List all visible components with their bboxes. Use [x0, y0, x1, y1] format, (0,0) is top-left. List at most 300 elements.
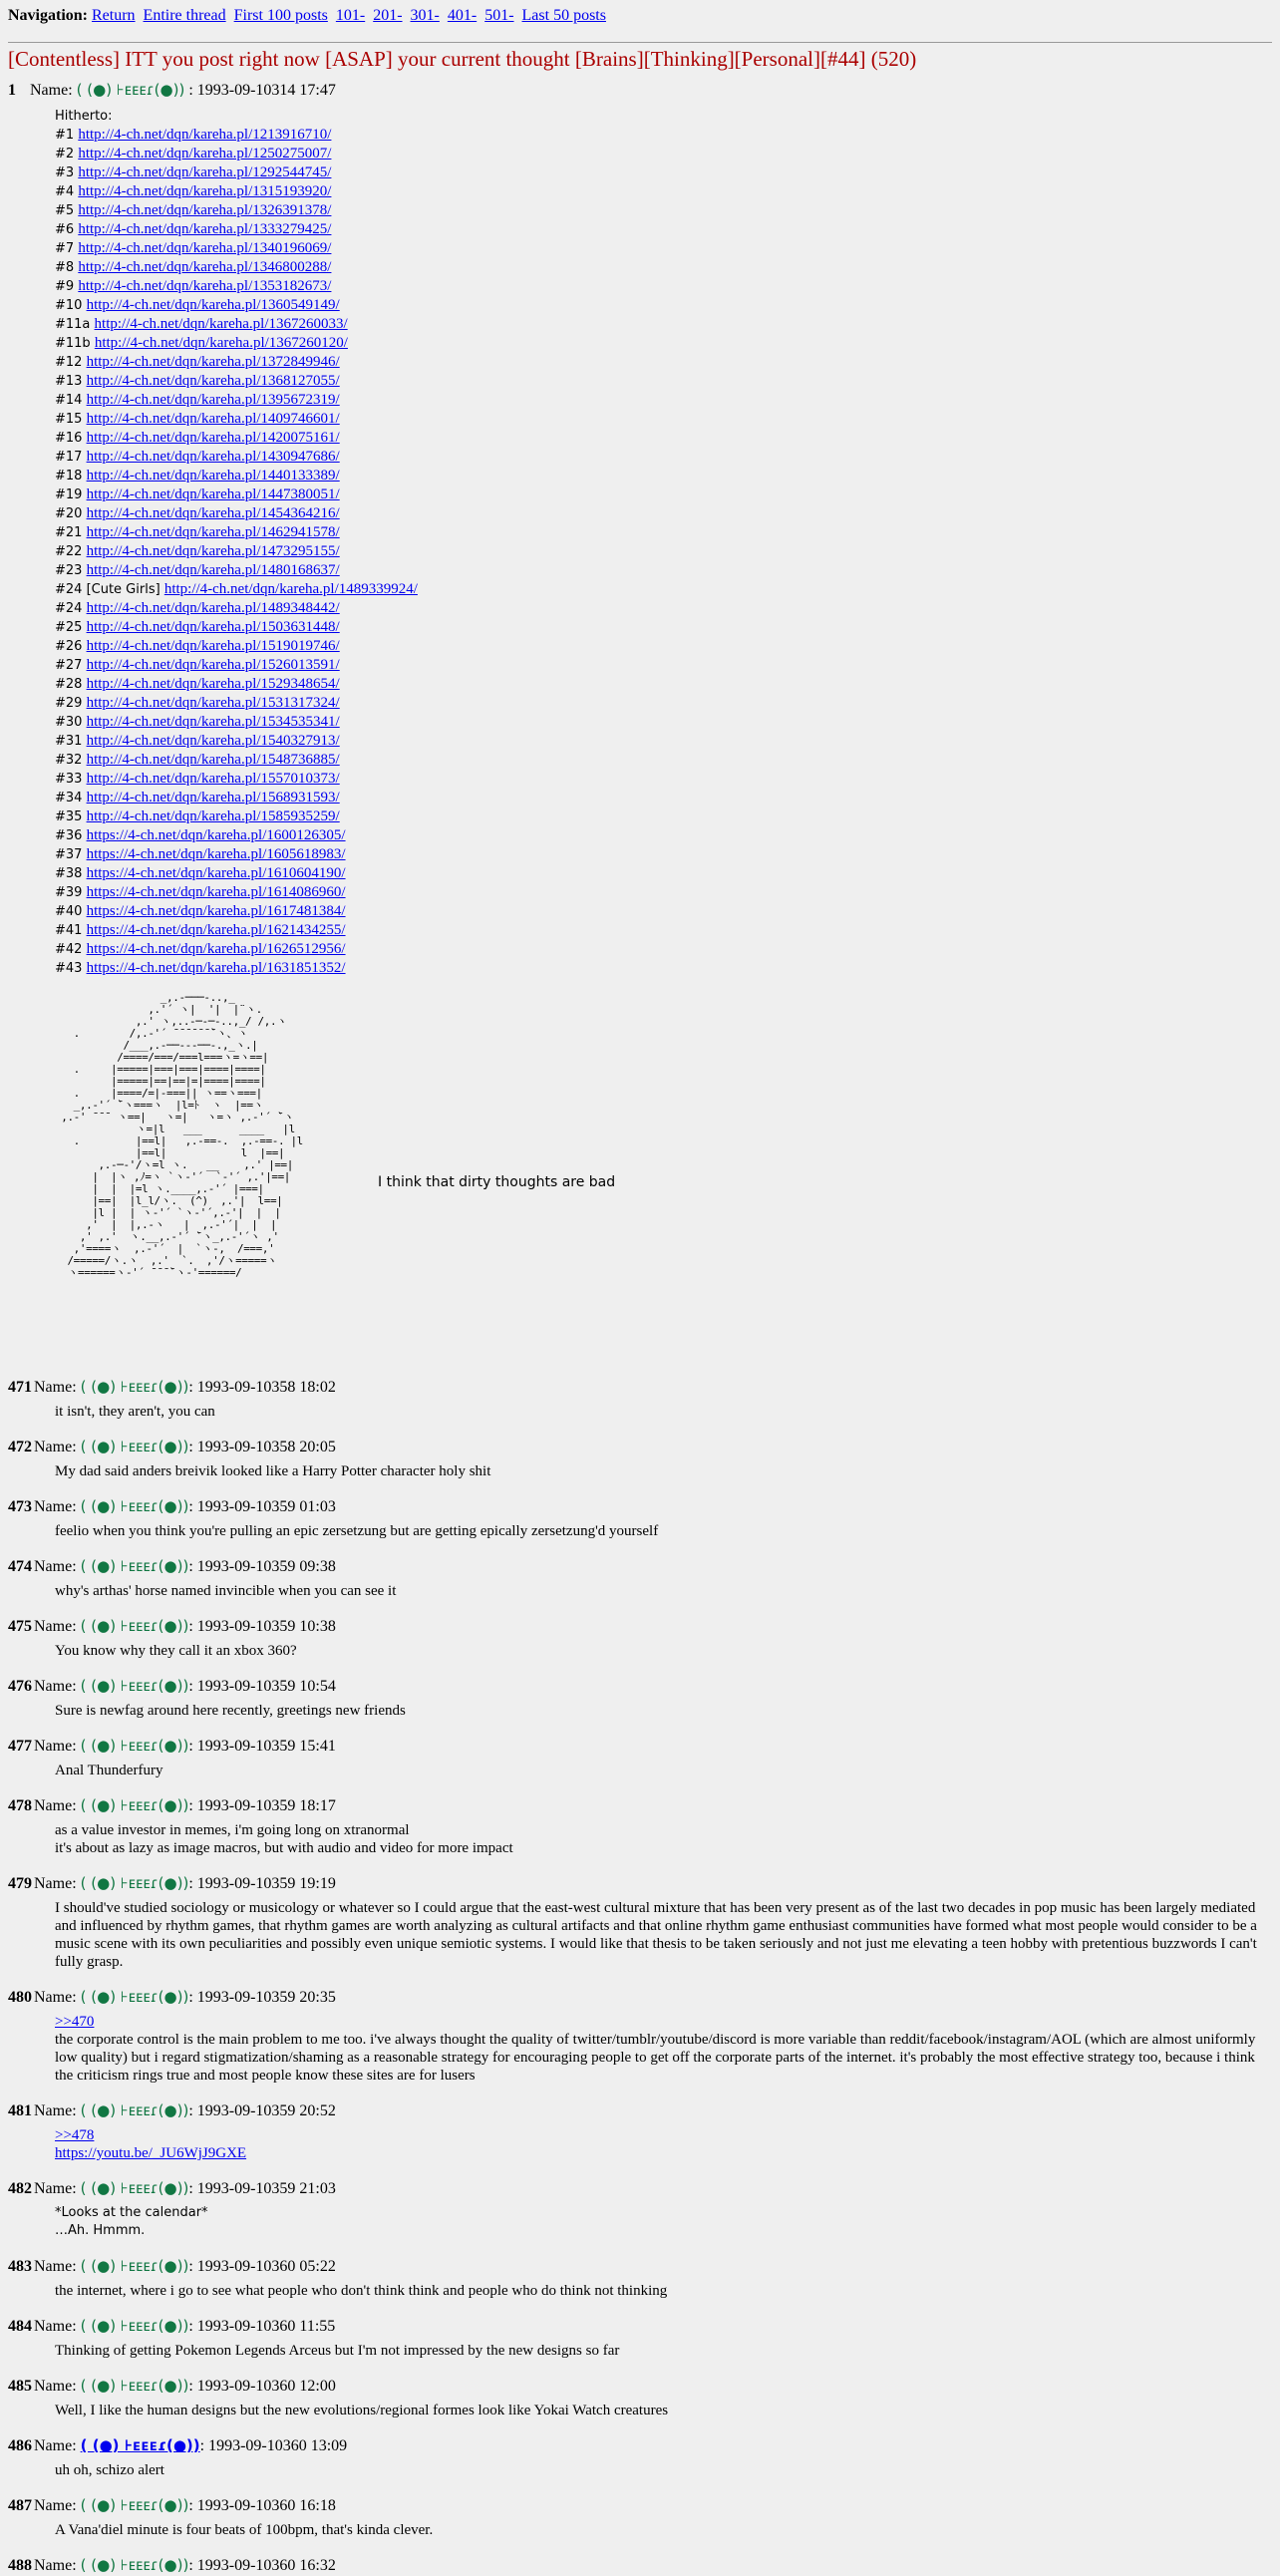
post-date: : 1993-09-10358 18:02 [188, 1379, 336, 1396]
post-header [8, 1556, 1272, 1576]
post-number[interactable]: 476 [8, 1678, 32, 1695]
post-date: : 1993-09-10359 10:38 [188, 1618, 336, 1635]
reply-quote-link[interactable]: >>470 [55, 2014, 95, 2030]
post-header [8, 2435, 1272, 2455]
external-link[interactable]: https://youtu.be/_JU6WjJ9GXE [55, 2145, 247, 2161]
previous-thread-link[interactable]: http://4-ch.net/dqn/kareha.pl/1440133389/ [86, 468, 340, 483]
previous-thread-link[interactable]: http://4-ch.net/dqn/kareha.pl/1420075161/ [86, 430, 340, 446]
hitherto-number: #10 [55, 298, 83, 313]
hitherto-item [55, 618, 1272, 637]
name-label: Name: [34, 1738, 77, 1755]
post-text: it isn't, they aren't, you can [55, 1404, 215, 1420]
hitherto-item [55, 656, 1272, 675]
hitherto-number: #8 [55, 260, 75, 275]
hitherto-item [55, 675, 1272, 694]
previous-thread-link[interactable]: http://4-ch.net/dqn/kareha.pl/1367260033/ [94, 316, 348, 332]
post-header [8, 1987, 1272, 2007]
post-number[interactable]: 478 [8, 1797, 32, 1814]
poster-name: ( (●) ⊦ᴇᴇᴇɾ(●)) [80, 1497, 189, 1515]
hitherto-number: #22 [55, 544, 83, 559]
name-label: Name: [30, 82, 73, 99]
hitherto-item [55, 864, 1272, 883]
hitherto-number: #37 [55, 847, 83, 862]
hitherto-number: #16 [55, 431, 83, 446]
navigation-label: Navigation: [8, 7, 88, 24]
post-number[interactable]: 475 [8, 1618, 32, 1635]
hitherto-number: #24 [55, 601, 83, 616]
previous-thread-link[interactable]: http://4-ch.net/dqn/kareha.pl/1409746601/ [86, 411, 340, 427]
previous-thread-link[interactable]: http://4-ch.net/dqn/kareha.pl/1480168637/ [86, 562, 340, 578]
post-body [55, 2521, 1272, 2539]
post-body [55, 1821, 1272, 1857]
post-number[interactable]: 479 [8, 1875, 32, 1892]
post-body [55, 2282, 1272, 2300]
nav-401-link[interactable]: 401- [447, 7, 478, 24]
post-date: : 1993-09-10359 15:41 [188, 1738, 336, 1755]
hitherto-item [55, 902, 1272, 921]
post-header [8, 80, 1272, 100]
hitherto-number: #30 [55, 715, 83, 730]
hitherto-number: #27 [55, 658, 83, 673]
poster-name: ( (●) ⊦ᴇᴇᴇɾ(●)) [80, 1617, 189, 1635]
nav-501-link[interactable]: 501- [484, 7, 514, 24]
post-number[interactable]: 485 [8, 2378, 32, 2395]
hitherto-item [55, 145, 1272, 163]
hitherto-item [55, 372, 1272, 391]
previous-thread-link[interactable]: http://4-ch.net/dqn/kareha.pl/1454364216/ [86, 505, 340, 521]
previous-thread-link[interactable]: http://4-ch.net/dqn/kareha.pl/1340196069/ [78, 240, 332, 256]
post-header [8, 2316, 1272, 2336]
nav-last-50-link[interactable]: Last 50 posts [521, 7, 606, 24]
previous-thread-link[interactable]: http://4-ch.net/dqn/kareha.pl/1315193920/ [78, 183, 332, 199]
previous-thread-link[interactable]: https://4-ch.net/dqn/kareha.pl/1610604190/ [86, 865, 346, 881]
poster-name: ( (●) ⊦ᴇᴇᴇɾ(●)) [80, 1988, 189, 2006]
post-number[interactable]: 480 [8, 1989, 32, 2006]
post-body [55, 108, 1272, 1361]
previous-thread-link[interactable]: http://4-ch.net/dqn/kareha.pl/1519019746/ [86, 638, 340, 654]
previous-thread-link[interactable]: http://4-ch.net/dqn/kareha.pl/1372849946/ [86, 354, 340, 370]
hitherto-item [55, 258, 1272, 277]
post-number[interactable]: 486 [8, 2437, 32, 2454]
post-date: : 1993-09-10360 16:32 [188, 2557, 336, 2574]
hitherto-number: #24 [Cute Girls] [55, 582, 160, 597]
reply-post [8, 1616, 1272, 1660]
post-header [8, 1873, 1272, 1893]
hitherto-item [55, 353, 1272, 372]
post-text: why's arthas' horse named invincible when you can see it [55, 1583, 397, 1599]
post-body [55, 2342, 1272, 2360]
hitherto-item [55, 770, 1272, 789]
post-text: You know why they call it an xbox 360? [55, 1643, 297, 1659]
post-text: Sure is newfag around here recently, greetings new friends [55, 1703, 406, 1719]
hitherto-number: #40 [55, 904, 83, 919]
name-label: Name: [34, 2497, 77, 2514]
post-body [55, 2204, 1272, 2240]
hitherto-item [55, 845, 1272, 864]
hitherto-item [55, 391, 1272, 410]
hitherto-number: #15 [55, 412, 83, 427]
hitherto-number: #29 [55, 696, 83, 711]
previous-thread-link[interactable]: https://4-ch.net/dqn/kareha.pl/1621434255/ [86, 922, 346, 938]
post-body [55, 1582, 1272, 1600]
name-label: Name: [34, 2180, 77, 2197]
thread-title: [Contentless] ITT you post right now [ASAP] your current thought [Brains][Thinking][Personal][#44] (520) [8, 47, 917, 71]
post-header [8, 1676, 1272, 1696]
hitherto-item [55, 789, 1272, 807]
hitherto-number: #12 [55, 355, 83, 370]
hitherto-item [55, 429, 1272, 448]
previous-thread-link[interactable]: https://4-ch.net/dqn/kareha.pl/1600126305/ [86, 827, 346, 843]
previous-thread-link[interactable]: http://4-ch.net/dqn/kareha.pl/1353182673/ [78, 278, 332, 294]
post-header [8, 1616, 1272, 1636]
hitherto-item [55, 732, 1272, 751]
hitherto-number: #33 [55, 772, 83, 787]
reply-post [8, 1556, 1272, 1600]
name-label: Name: [34, 1498, 77, 1515]
nav-first-100-link[interactable]: First 100 posts [233, 7, 328, 24]
hitherto-item [55, 239, 1272, 258]
previous-thread-link[interactable]: http://4-ch.net/dqn/kareha.pl/1531317324/ [86, 695, 340, 711]
hitherto-number: #39 [55, 885, 83, 900]
post-header [8, 1736, 1272, 1756]
hitherto-number: #7 [55, 241, 75, 256]
hitherto-number: #32 [55, 753, 83, 768]
name-label: Name: [34, 1439, 77, 1455]
post-body [55, 1403, 1272, 1421]
post-number[interactable]: 1 [8, 82, 16, 99]
hitherto-item [55, 580, 1272, 599]
name-label: Name: [34, 1989, 77, 2006]
poster-name: ( (●) ⊦ᴇᴇᴇɾ(●)) [80, 1438, 189, 1455]
previous-thread-link[interactable]: https://4-ch.net/dqn/kareha.pl/1605618983/ [86, 846, 346, 862]
hitherto-number: #38 [55, 866, 83, 881]
post-date: : 1993-09-10359 10:54 [188, 1678, 336, 1695]
hitherto-item [55, 826, 1272, 845]
op-post [8, 80, 1272, 1361]
hitherto-item [55, 315, 1272, 334]
hitherto-item [55, 807, 1272, 826]
reply-post [8, 2555, 1272, 2575]
post-date: : 1993-09-10360 05:22 [188, 2258, 336, 2275]
hitherto-number: #19 [55, 487, 83, 502]
hitherto-number: #1 [55, 128, 75, 143]
post-number[interactable]: 474 [8, 1558, 32, 1575]
post-body [55, 1642, 1272, 1660]
hitherto-item [55, 277, 1272, 296]
poster-name: ( (●) ⊦ᴇᴇᴇɾ(●)) [76, 81, 185, 99]
nav-301-link[interactable]: 301- [410, 7, 440, 24]
reply-post [8, 2376, 1272, 2419]
previous-thread-link[interactable]: http://4-ch.net/dqn/kareha.pl/1568931593/ [86, 790, 340, 805]
ascii-art [55, 992, 1272, 1361]
name-label: Name: [34, 2318, 77, 2335]
hitherto-number: #20 [55, 506, 83, 521]
hitherto-item [55, 485, 1272, 504]
post-body [55, 2461, 1272, 2479]
hitherto-item [55, 959, 1272, 978]
hitherto-number: #11a [55, 317, 91, 332]
post-date: : 1993-09-10358 20:05 [188, 1439, 336, 1455]
previous-thread-link[interactable]: http://4-ch.net/dqn/kareha.pl/1548736885/ [86, 752, 340, 768]
hitherto-item [55, 201, 1272, 220]
hitherto-number: #21 [55, 525, 83, 540]
hitherto-item [55, 751, 1272, 770]
hitherto-number: #36 [55, 828, 83, 843]
reply-post [8, 1987, 1272, 2085]
poster-name: ( (●) ⊦ᴇᴇᴇɾ(●)) [80, 2179, 189, 2197]
post-number[interactable]: 483 [8, 2258, 32, 2275]
hitherto-item [55, 713, 1272, 732]
post-number[interactable]: 471 [8, 1379, 32, 1396]
reply-post [8, 1873, 1272, 1971]
poster-name: ( (●) ⊦ᴇᴇᴇɾ(●)) [80, 2556, 189, 2574]
reply-post [8, 2316, 1272, 2360]
post-header [8, 2178, 1272, 2198]
post-text: uh oh, schizo alert [55, 2462, 164, 2478]
nav-return-link[interactable]: Return [92, 7, 136, 24]
poster-name: ( (●) ⊦ᴇᴇᴇɾ(●)) [80, 2101, 189, 2119]
hitherto-item [55, 542, 1272, 561]
post-date: : 1993-09-10359 09:38 [188, 1558, 336, 1575]
hitherto-list [55, 108, 1272, 978]
previous-thread-link[interactable]: http://4-ch.net/dqn/kareha.pl/1250275007/ [78, 146, 332, 161]
hitherto-number: #34 [55, 791, 83, 805]
name-label: Name: [34, 1797, 77, 1814]
previous-thread-link[interactable]: http://4-ch.net/dqn/kareha.pl/1503631448/ [86, 619, 340, 635]
post-number[interactable]: 487 [8, 2497, 32, 2514]
reply-post [8, 2495, 1272, 2539]
name-label: Name: [34, 1678, 77, 1695]
previous-thread-link[interactable]: http://4-ch.net/dqn/kareha.pl/1333279425/ [78, 221, 332, 237]
hitherto-item [55, 126, 1272, 145]
post-text: My dad said anders breivik looked like a Harry Potter character holy shit [55, 1463, 491, 1479]
nav-101-link[interactable]: 101- [335, 7, 366, 24]
post-header [8, 1496, 1272, 1516]
previous-thread-link[interactable]: http://4-ch.net/dqn/kareha.pl/1213916710/ [78, 127, 332, 143]
previous-thread-link[interactable]: http://4-ch.net/dqn/kareha.pl/1367260120/ [94, 335, 348, 351]
hitherto-item [55, 182, 1272, 201]
reply-post [8, 1736, 1272, 1779]
post-header [8, 2100, 1272, 2120]
post-text: I should've studied sociology or musicology or whatever so I could argue that the east-west cultural mixture that has been very present as of the last two decades in pop music has been largely mediated and influenced by rhythm games, that rhythm games are worth analyzing as cultural artifacts and that online rhythm game enthusiast communities have formed what most people would consider to be a music scene with its own peculiarities and possibly even unique semiotic systems. I would like that thesis to be taken seriously and not just me elevating a teen hobby with pretentious buzzwords I can't fully grasp. [55, 1900, 1257, 1970]
hitherto-item [55, 448, 1272, 467]
post-text: *Looks at the calendar* [55, 2205, 208, 2220]
hitherto-number: #28 [55, 677, 83, 692]
previous-thread-link[interactable]: http://4-ch.net/dqn/kareha.pl/1447380051/ [86, 486, 340, 502]
divider [8, 42, 1272, 43]
post-text: Anal Thunderfury [55, 1763, 163, 1778]
post-header [8, 1377, 1272, 1397]
reply-post [8, 1676, 1272, 1720]
post-header [8, 1795, 1272, 1815]
poster-name: ( (●) ⊦ᴇᴇᴇɾ(●)) [80, 2496, 189, 2514]
post-number[interactable]: 482 [8, 2180, 32, 2197]
poster-name: ( (●) ⊦ᴇᴇᴇɾ(●)) [80, 2317, 189, 2335]
previous-thread-link[interactable]: http://4-ch.net/dqn/kareha.pl/1557010373/ [86, 771, 340, 787]
hitherto-number: #25 [55, 620, 83, 635]
post-text: Well, I like the human designs but the new evolutions/regional formes look like Yokai Watch creatures [55, 2403, 669, 2418]
post-date: : 1993-09-10359 18:17 [188, 1797, 336, 1814]
ascii-art-caption: I think that dirty thoughts are bad [378, 1174, 616, 1190]
hitherto-number: #18 [55, 469, 83, 483]
post-date: : 1993-09-10359 21:03 [188, 2180, 336, 2197]
post-text: it's about as lazy as image macros, but with audio and video for more impact [55, 1840, 513, 1856]
reply-quote-link[interactable]: >>478 [55, 2127, 95, 2143]
post-body [55, 1462, 1272, 1480]
hitherto-item [55, 883, 1272, 902]
hitherto-number: #31 [55, 734, 83, 749]
previous-thread-link[interactable]: http://4-ch.net/dqn/kareha.pl/1534535341/ [86, 714, 340, 730]
hitherto-number: #41 [55, 923, 83, 938]
previous-thread-link[interactable]: https://4-ch.net/dqn/kareha.pl/1626512956/ [86, 941, 346, 957]
hitherto-item [55, 163, 1272, 182]
hitherto-number: #9 [55, 279, 75, 294]
nav-201-link[interactable]: 201- [373, 7, 403, 24]
post-header [8, 1437, 1272, 1456]
hitherto-item [55, 561, 1272, 580]
reply-post [8, 2256, 1272, 2300]
hitherto-number: #43 [55, 961, 83, 976]
ascii-art-drawing: _,.-───-..,_ ,.'´ ヽ| '| |¨ヽ. ,.' ヽ,..-─‐─-..,_/ /,.ヽ . /,.-'´ ̄ ̄ ̄ ̄ ̄ ̄ ̄`ヽ、ヽ /___,.-──‐‐‐──-.,_ヽ.| /====/===/===l===ヽ=ヽ==| . |=====|===|===|====|====| |=====|==|==|=|====|====| . |====/=|-===|| ヽ==ヽ===| _,.-'´ ̄`ヽ===ヽ |l=ﾄ ヽ |==ヽ ,.-' ̄ ̄ ̄ ヽ==| ヽ=| ヽ=ヽ ,.-'´ ̄`ヽ ヽ=|l ___ ____ |l . |==l| ,.-==-. ,.-==-. |l |==l| l |==| ,.-─-'/ヽ=l ヽ. __ ,.' |==| | |ヽ ,ﾉ=ヽ `ヽ-'´ `-'´ ,.'|==| | | |=l ヽ.____,.-'´ |===| |==| |l_l/ヽ. (^) ,.'| l==| |l | | ヽ-'´ `ヽ-'´,.-'| | | ,' | |,.-ヽ | ,.-'´| | | ,' ,.' ヽ.__,.-'´ ̄`ヽ_,.-'´ヽ ,' ,'====ヽ ,.-'´ | `ヽ-, /===,' /=====/ヽ.ヽ ,.' `. ,'/ヽ=====ヽ ヽ======ヽ-'´ ̄ ̄ ̄ ̄`ヽ-'======/ [61, 991, 303, 1279]
poster-name: ( (●) ⊦ᴇᴇᴇɾ(●)) [80, 1796, 189, 1814]
hitherto-number: #11b [55, 336, 91, 351]
hitherto-number: #3 [55, 165, 75, 180]
post-date: : 1993-09-10360 11:55 [188, 2318, 336, 2335]
hitherto-item [55, 504, 1272, 523]
previous-thread-link[interactable]: http://4-ch.net/dqn/kareha.pl/1462941578/ [86, 524, 340, 540]
hitherto-number: #14 [55, 393, 83, 408]
hitherto-item [55, 940, 1272, 959]
post-number[interactable]: 477 [8, 1738, 32, 1755]
poster-name: ( (●) ⊦ᴇᴇᴇɾ(●)) [80, 1874, 189, 1892]
post-date: : 1993-09-10360 16:18 [188, 2497, 336, 2514]
hitherto-item [55, 334, 1272, 353]
post-text: A Vana'diel minute is four beats of 100bpm, that's kinda clever. [55, 2522, 434, 2538]
post-text: the internet, where i go to see what people who don't think think and people who do think not thinking [55, 2283, 668, 2299]
reply-list [8, 1377, 1272, 2575]
post-body [55, 1899, 1272, 1971]
hitherto-number: #35 [55, 809, 83, 824]
hitherto-item [55, 410, 1272, 429]
post-text: …Ah. Hmmm. [55, 2223, 146, 2238]
reply-post [8, 1377, 1272, 1421]
post-text: Thinking of getting Pokemon Legends Arceus but I'm not impressed by the new designs so far [55, 2343, 620, 2359]
hitherto-number: #2 [55, 147, 75, 161]
hitherto-item [55, 921, 1272, 940]
hitherto-number: #42 [55, 942, 83, 957]
hitherto-item [55, 220, 1272, 239]
previous-thread-link[interactable]: http://4-ch.net/dqn/kareha.pl/1360549149/ [86, 297, 340, 313]
previous-thread-link[interactable]: http://4-ch.net/dqn/kareha.pl/1326391378/ [78, 202, 332, 218]
reply-post [8, 1795, 1272, 1857]
hitherto-number: #13 [55, 374, 83, 389]
hitherto-number: #4 [55, 184, 75, 199]
post-body [55, 1522, 1272, 1540]
reply-post [8, 2178, 1272, 2240]
reply-post [8, 1437, 1272, 1480]
poster-name: ( (●) ⊦ᴇᴇᴇɾ(●)) [80, 1677, 189, 1695]
post-body [55, 1702, 1272, 1720]
post-number[interactable]: 473 [8, 1498, 32, 1515]
post-body [55, 2126, 1272, 2162]
hitherto-item [55, 599, 1272, 618]
previous-thread-link[interactable]: http://4-ch.net/dqn/kareha.pl/1346800288/ [78, 259, 332, 275]
reply-post [8, 2435, 1272, 2479]
poster-name: ( (●) ⊦ᴇᴇᴇɾ(●)) [80, 1737, 189, 1755]
reply-post [8, 1496, 1272, 1540]
post-number[interactable]: 484 [8, 2318, 32, 2335]
post-number[interactable]: 481 [8, 2102, 32, 2119]
post-date: : 1993-09-10359 01:03 [188, 1498, 336, 1515]
hitherto-number: #26 [55, 639, 83, 654]
nav-entire-thread-link[interactable]: Entire thread [143, 7, 226, 24]
name-label: Name: [34, 2437, 77, 2454]
name-label: Name: [34, 2258, 77, 2275]
previous-thread-link[interactable]: http://4-ch.net/dqn/kareha.pl/1540327913/ [86, 733, 340, 749]
poster-name: ( (●) ⊦ᴇᴇᴇɾ(●)) [80, 1557, 189, 1575]
previous-thread-link[interactable]: http://4-ch.net/dqn/kareha.pl/1292544745/ [78, 164, 332, 180]
hitherto-number: #5 [55, 203, 75, 218]
name-label: Name: [34, 1379, 77, 1396]
previous-thread-link[interactable]: https://4-ch.net/dqn/kareha.pl/1617481384/ [86, 903, 346, 919]
poster-name-mail-link[interactable]: ( (●) ⊦ᴇᴇᴇɾ(●)) [80, 2436, 200, 2454]
name-label: Name: [34, 2557, 77, 2574]
post-header [8, 2555, 1272, 2575]
post-date: : 1993-09-10359 20:35 [188, 1989, 336, 2006]
previous-thread-link[interactable]: http://4-ch.net/dqn/kareha.pl/1585935259/ [86, 808, 340, 824]
name-label: Name: [34, 2102, 77, 2119]
hitherto-label: Hitherto: [55, 109, 113, 124]
post-number[interactable]: 472 [8, 1439, 32, 1455]
previous-thread-link[interactable]: http://4-ch.net/dqn/kareha.pl/1473295155/ [86, 543, 340, 559]
previous-thread-link[interactable]: http://4-ch.net/dqn/kareha.pl/1526013591/ [86, 657, 340, 673]
poster-name: ( (●) ⊦ᴇᴇᴇɾ(●)) [80, 1378, 189, 1396]
post-header [8, 2376, 1272, 2396]
post-date: : 1993-09-10360 13:09 [199, 2437, 348, 2454]
name-label: Name: [34, 1875, 77, 1892]
previous-thread-link[interactable]: http://4-ch.net/dqn/kareha.pl/1430947686/ [86, 449, 340, 465]
hitherto-item [55, 637, 1272, 656]
previous-thread-link[interactable]: http://4-ch.net/dqn/kareha.pl/1529348654/ [86, 676, 340, 692]
poster-name: ( (●) ⊦ᴇᴇᴇɾ(●)) [80, 2377, 189, 2395]
previous-thread-link[interactable]: https://4-ch.net/dqn/kareha.pl/1631851352/ [86, 960, 346, 976]
hitherto-item [55, 296, 1272, 315]
post-body [55, 2402, 1272, 2419]
poster-name: ( (●) ⊦ᴇᴇᴇɾ(●)) [80, 2257, 189, 2275]
previous-thread-link[interactable]: http://4-ch.net/dqn/kareha.pl/1395672319/ [86, 392, 340, 408]
post-body [55, 2013, 1272, 2085]
name-label: Name: [34, 2378, 77, 2395]
post-header [8, 2495, 1272, 2515]
post-text: the corporate control is the main problem to me too. i've always thought the quality of twitter/tumblr/youtube/discord is more variable than reddit/facebook/instagram/AOL (which are almost uniformly low quality) but i regard stigmatization/shaming as a reasonable strategy for encouraging people to get off the corporate parts of the internet. it's probably the most effective strategy too, because i think the criticism rings true and most people know these sites are for lusers [55, 2032, 1256, 2084]
previous-thread-link[interactable]: http://4-ch.net/dqn/kareha.pl/1368127055/ [86, 373, 340, 389]
post-date: : 1993-09-10314 17:47 [188, 82, 336, 99]
post-number[interactable]: 488 [8, 2557, 32, 2574]
post-date: : 1993-09-10360 12:00 [188, 2378, 336, 2395]
previous-thread-link[interactable]: https://4-ch.net/dqn/kareha.pl/1614086960/ [86, 884, 346, 900]
hitherto-number: #17 [55, 450, 83, 465]
post-date: : 1993-09-10359 20:52 [188, 2102, 336, 2119]
reply-post [8, 2100, 1272, 2162]
previous-thread-link[interactable]: http://4-ch.net/dqn/kareha.pl/1489339924/ [163, 581, 418, 597]
post-text: feelio when you think you're pulling an epic zersetzung but are getting epically zersetzung'd yourself [55, 1523, 659, 1539]
name-label: Name: [34, 1558, 77, 1575]
previous-thread-link[interactable]: http://4-ch.net/dqn/kareha.pl/1489348442/ [86, 600, 340, 616]
hitherto-item [55, 694, 1272, 713]
post-text: as a value investor in memes, i'm going long on xtranormal [55, 1822, 410, 1838]
hitherto-item [55, 467, 1272, 485]
post-body [55, 1762, 1272, 1779]
